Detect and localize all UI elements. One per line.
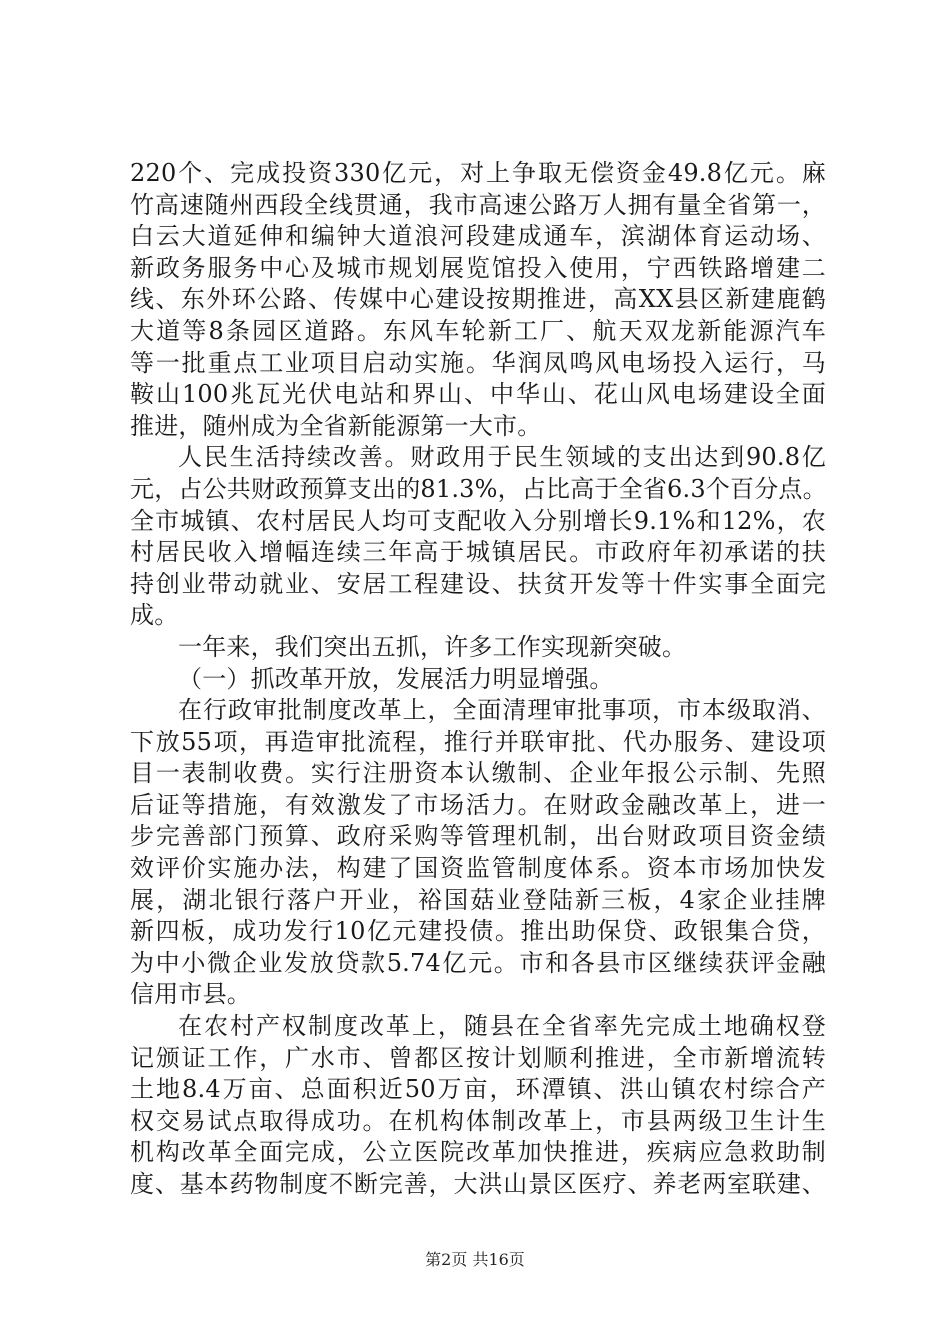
text-line: 新四板，成功发行10亿元建投债。推出助保贷、政银集合贷，	[130, 917, 826, 946]
page-number-label: 第2页 共16页	[425, 1250, 525, 1269]
text-line: 下放55项，再造审批流程，推行并联审批、代办服务、建设项	[130, 727, 826, 756]
text-line: 机构改革全面完成，公立医院改革加快推进，疾病应急救助制	[130, 1138, 826, 1167]
text-line: 一年来，我们突出五抓，许多工作实现新突破。	[178, 632, 687, 661]
text-line: 持创业带动就业、安居工程建设、扶贫开发等十件实事全面完	[130, 569, 826, 598]
document-body	[130, 158, 826, 1201]
text-line: 线、东外环公路、传媒中心建设按期推进，高XX县区新建鹿鹤	[130, 285, 826, 314]
text-line: 在行政审批制度改革上，全面清理审批事项，市本级取消、	[178, 696, 826, 725]
text-line: 度、基本药物制度不断完善，大洪山景区医疗、养老两室联建、	[130, 1170, 826, 1198]
text-line: 元，占公共财政预算支出的81.3%，占比高于全省6.3个百分点。	[130, 474, 827, 503]
text-line: 效评价实施办法，构建了国资监管制度体系。资本市场加快发	[130, 854, 826, 883]
page-footer	[0, 1247, 950, 1270]
text-line: 目一表制收费。实行注册资本认缴制、企业年报公示制、先照	[130, 759, 826, 788]
text-line: 展，湖北银行落户开业，裕国菇业登陆新三板，4家企业挂牌	[130, 885, 826, 914]
text-line: 等一批重点工业项目启动实施。华润凤鸣风电场投入运行，马	[130, 348, 826, 377]
text-line: 权交易试点取得成功。在机构体制改革上，市县两级卫生计生	[130, 1106, 826, 1135]
text-line: 后证等措施，有效激发了市场活力。在财政金融改革上，进一	[130, 790, 826, 819]
text-line: 全市城镇、农村居民人均可支配收入分别增长9.1%和12%，农	[130, 506, 826, 535]
text-line: 村居民收入增幅连续三年高于城镇居民。市政府年初承诺的扶	[130, 538, 826, 567]
text-line: 记颁证工作，广水市、曾都区按计划顺利推进，全市新增流转	[130, 1043, 826, 1072]
text-line: （一）抓改革开放，发展活力明显增强。	[178, 664, 614, 693]
text-line: 推进，随州成为全省新能源第一大市。	[130, 411, 542, 440]
text-line: 竹高速随州西段全线贯通，我市高速公路万人拥有量全省第一，	[130, 190, 826, 219]
text-line: 成。	[130, 601, 179, 630]
text-line: 步完善部门预算、政府采购等管理机制，出台财政项目资金绩	[130, 822, 826, 851]
text-line: 新政务服务中心及城市规划展览馆投入使用，宁西铁路增建二	[130, 253, 826, 282]
text-line: 在农村产权制度改革上，随县在全省率先完成土地确权登	[178, 1012, 826, 1041]
text-line: 人民生活持续改善。财政用于民生领域的支出达到90.8亿	[178, 443, 826, 472]
text-line: 大道等8条园区道路。东风车轮新工厂、航天双龙新能源汽车	[130, 316, 826, 345]
text-line: 信用市县。	[130, 980, 251, 1009]
text-line: 220个、完成投资330亿元，对上争取无偿资金49.8亿元。麻	[130, 159, 826, 187]
text-line: 为中小微企业发放贷款5.74亿元。市和各县市区继续获评金融	[130, 948, 826, 977]
text-line: 土地8.4万亩、总面积近50万亩，环潭镇、洪山镇农村综合产	[130, 1075, 826, 1104]
text-line: 白云大道延伸和编钟大道浪河段建成通车，滨湖体育运动场、	[130, 222, 826, 251]
text-line: 鞍山100兆瓦光伏电站和界山、中华山、花山风电场建设全面	[130, 380, 826, 409]
